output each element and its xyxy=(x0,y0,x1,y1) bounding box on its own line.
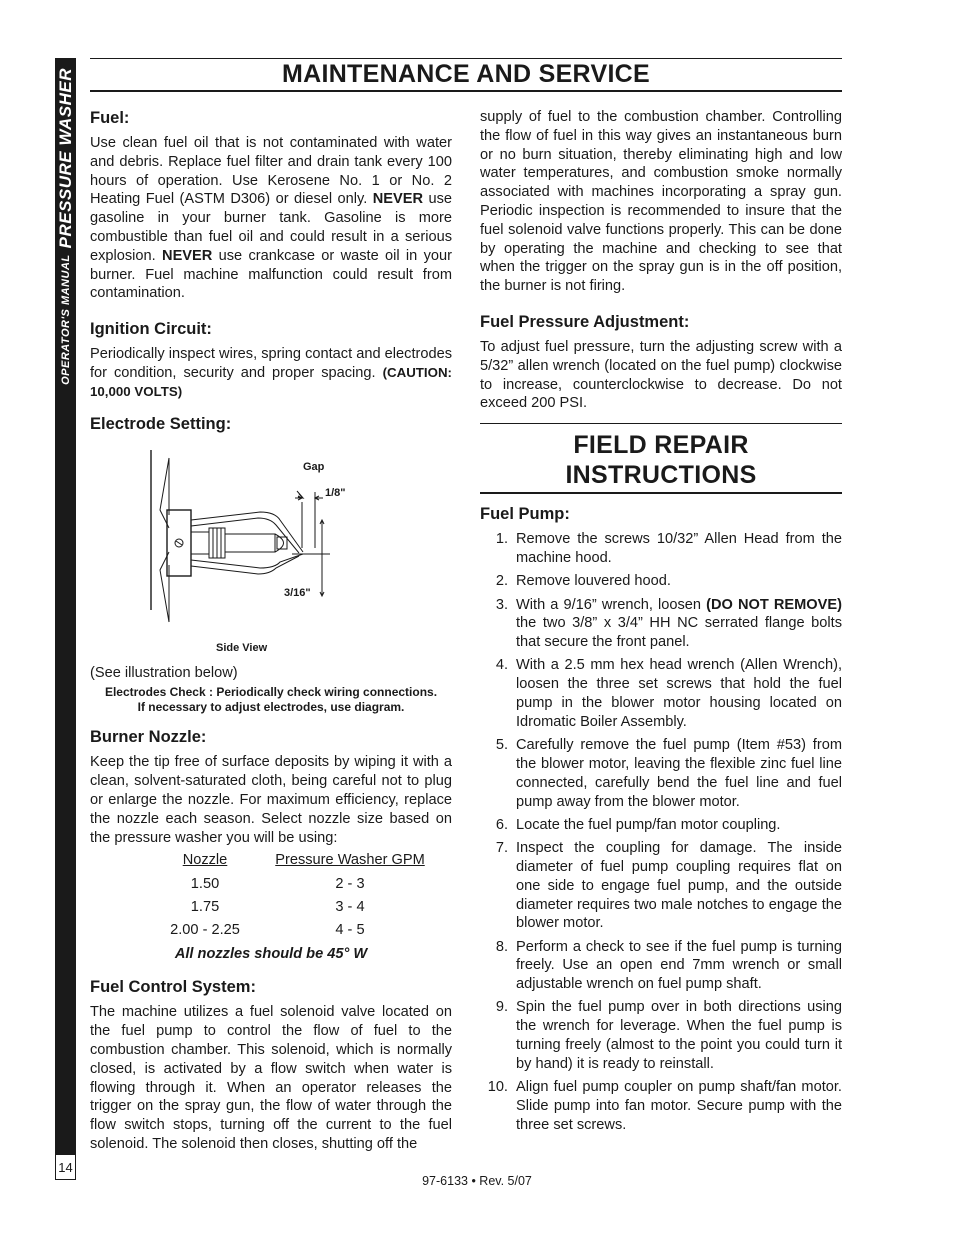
list-item: 4. With a 2.5 mm hex head wrench (Allen Wrench), loosen the three set screws that hold the fuel pump in the blower motor housing located on Idromatic Boiler Assembly. xyxy=(495,657,842,730)
nozzle-col-header: Nozzle xyxy=(182,852,228,869)
nozzle-note: All nozzles should be 45° W xyxy=(174,945,368,962)
left-column xyxy=(90,108,452,1154)
section-divider xyxy=(480,423,842,424)
list-item: 9. Spin the fuel pump over in both directions using the wrench for leverage. When the fuel pump is turning freely (almost to the point you could turn it by hand) it is ready to reinstall. xyxy=(495,999,842,1072)
field-repair-title: FIELD REPAIR INSTRUCTIONS xyxy=(565,431,757,490)
nozzle-table xyxy=(150,851,440,944)
page-number: 14 xyxy=(55,1155,76,1180)
side-tab-product: PRESSURE WASHER xyxy=(55,68,75,249)
ignition-heading: Ignition Circuit: xyxy=(90,320,212,339)
list-item: 1. Remove the screws 10/32” Allen Head from the machine hood. xyxy=(495,531,842,566)
caution-text: (CAUTION: 10,000 VOLTS) xyxy=(90,364,452,399)
field-repair-rule xyxy=(480,492,842,494)
fuel-pump-heading: Fuel Pump: xyxy=(480,505,570,524)
electrode-diagram xyxy=(90,440,452,660)
gpm-col-header: Pressure Washer GPM xyxy=(275,852,425,869)
side-view-label: Side View xyxy=(216,641,268,654)
gap-label: Gap xyxy=(303,460,325,473)
pressure-adjustment-text: To adjust fuel pressure, turn the adjusting screw with a 5/32” allen wrench (located on the fuel pump) clockwise to increase, counterclockwise to decrease. Do not exceed 200 PSI. xyxy=(480,338,842,412)
page-title: MAINTENANCE AND SERVICE xyxy=(281,60,651,88)
fuel-pump-steps xyxy=(480,530,842,1134)
right-column xyxy=(480,108,842,1139)
side-tab-manual: OPERATOR'S MANUAL xyxy=(59,254,72,385)
list-item: 3. With a 9/16” wrench, loosen (DO NOT REMOVE) the two 3/8” x 3/4” HH NC serrated flange bolts that secure the front panel. xyxy=(495,596,842,651)
side-tab-text xyxy=(55,58,76,1155)
table-row: 1.50 2 - 3 xyxy=(190,875,365,892)
ignition-text: Periodically inspect wires, spring contact and electrodes for condition, security and proper spacing. (CAUTION: 10,000 VOLTS) xyxy=(90,346,452,399)
fuel-control-heading: Fuel Control System: xyxy=(90,978,256,997)
list-item: 8. Perform a check to see if the fuel pump is turning freely. Use an open end 7mm wrench or small adjustable wrench on fuel pump shaft. xyxy=(495,938,842,993)
fuel-text: Use clean fuel oil that is not contaminated with water and debris. Replace fuel filter and drain tank every 100 hours of operation. Use Kerosene No. 1 or No. 2 Heating Fuel (ASTM D306) or diesel only. NEVER use gasoline in your burner tank. Gasoline is more combustible than fuel oil and could result in a serious explosion. NEVER use crankcase or waste oil in your burner. Fuel machine malfunction could result from contamination. xyxy=(90,135,452,302)
list-item: 7. Inspect the coupling for damage. The inside diameter of fuel pump coupling requires flat on one side to engage fuel pump, and the outside diameter requires two male notches to engage the blower motor. xyxy=(495,840,842,932)
electrodes-check-note: Electrodes Check : Periodically check wiring connections. If necessary to adjust electrodes, use diagram. xyxy=(104,685,438,715)
header-rule-bottom xyxy=(90,90,842,92)
footer-doc-number: 97-6133 • Rev. 5/07 xyxy=(422,1174,532,1188)
list-item: 6. Locate the fuel pump/fan motor coupling. xyxy=(495,816,781,833)
side-tab xyxy=(55,58,76,1155)
burner-heading: Burner Nozzle: xyxy=(90,728,207,747)
electrode-heading: Electrode Setting: xyxy=(90,414,232,433)
list-item: 5. Carefully remove the fuel pump (Item #53) from the blower motor, leaving the flexible zinc fuel line connected, carefully bend the fuel line and fuel pump away from the blower motor. xyxy=(495,737,842,810)
see-illustration: (See illustration below) xyxy=(90,664,238,681)
fuel-control-text: The machine utilizes a fuel solenoid valve located on the fuel pump to control the flow of fuel to the combustion chamber. This solenoid, which is normally closed, is activated by a flow switch when water is flowing through it. When an operator releases the trigger on the spray gun, the flow of water through the flow switch stops, turning off the current to the fuel solenoid. The solenoid then closes, shutting off the xyxy=(90,1004,452,1152)
fuel-control-continued: supply of fuel to the combustion chamber. Controlling the flow of fuel in this way gives an instantaneous burn or no burn situation, thereby eliminating high and low water temperatures, and combustion smoke normally associated with machines incorporating a spray gun. Periodic inspection is recommended to insure that the fuel solenoid valve functions properly. This can be done by operating the machine and checking to see that when the trigger on the spray gun is in the off position, the burner is not firing. xyxy=(480,109,842,295)
pressure-adjustment-heading: Fuel Pressure Adjustment: xyxy=(480,312,690,331)
electrode-diagram-svg xyxy=(90,440,452,660)
eighth-inch-label: 1/8" xyxy=(325,486,346,499)
header-rule-top xyxy=(90,58,842,59)
fuel-heading: Fuel: xyxy=(90,109,130,127)
list-item: 10. Align fuel pump coupler on pump shaft/fan motor. Slide pump into fan motor. Secure pump with the three set screws. xyxy=(487,1079,842,1133)
three-sixteenths-label: 3/16" xyxy=(284,586,311,599)
table-row: 1.75 3 - 4 xyxy=(190,898,365,915)
list-item: 2. Remove louvered hood. xyxy=(495,573,671,590)
burner-text: Keep the tip free of surface deposits by wiping it with a clean, solvent-saturated cloth, being careful not to plug or enlarge the nozzle. For maximum efficiency, replace the nozzle each season. Select nozzle size based on the pressure washer you will be using: xyxy=(90,754,452,846)
table-row: 2.00 - 2.25 4 - 5 xyxy=(170,922,365,939)
